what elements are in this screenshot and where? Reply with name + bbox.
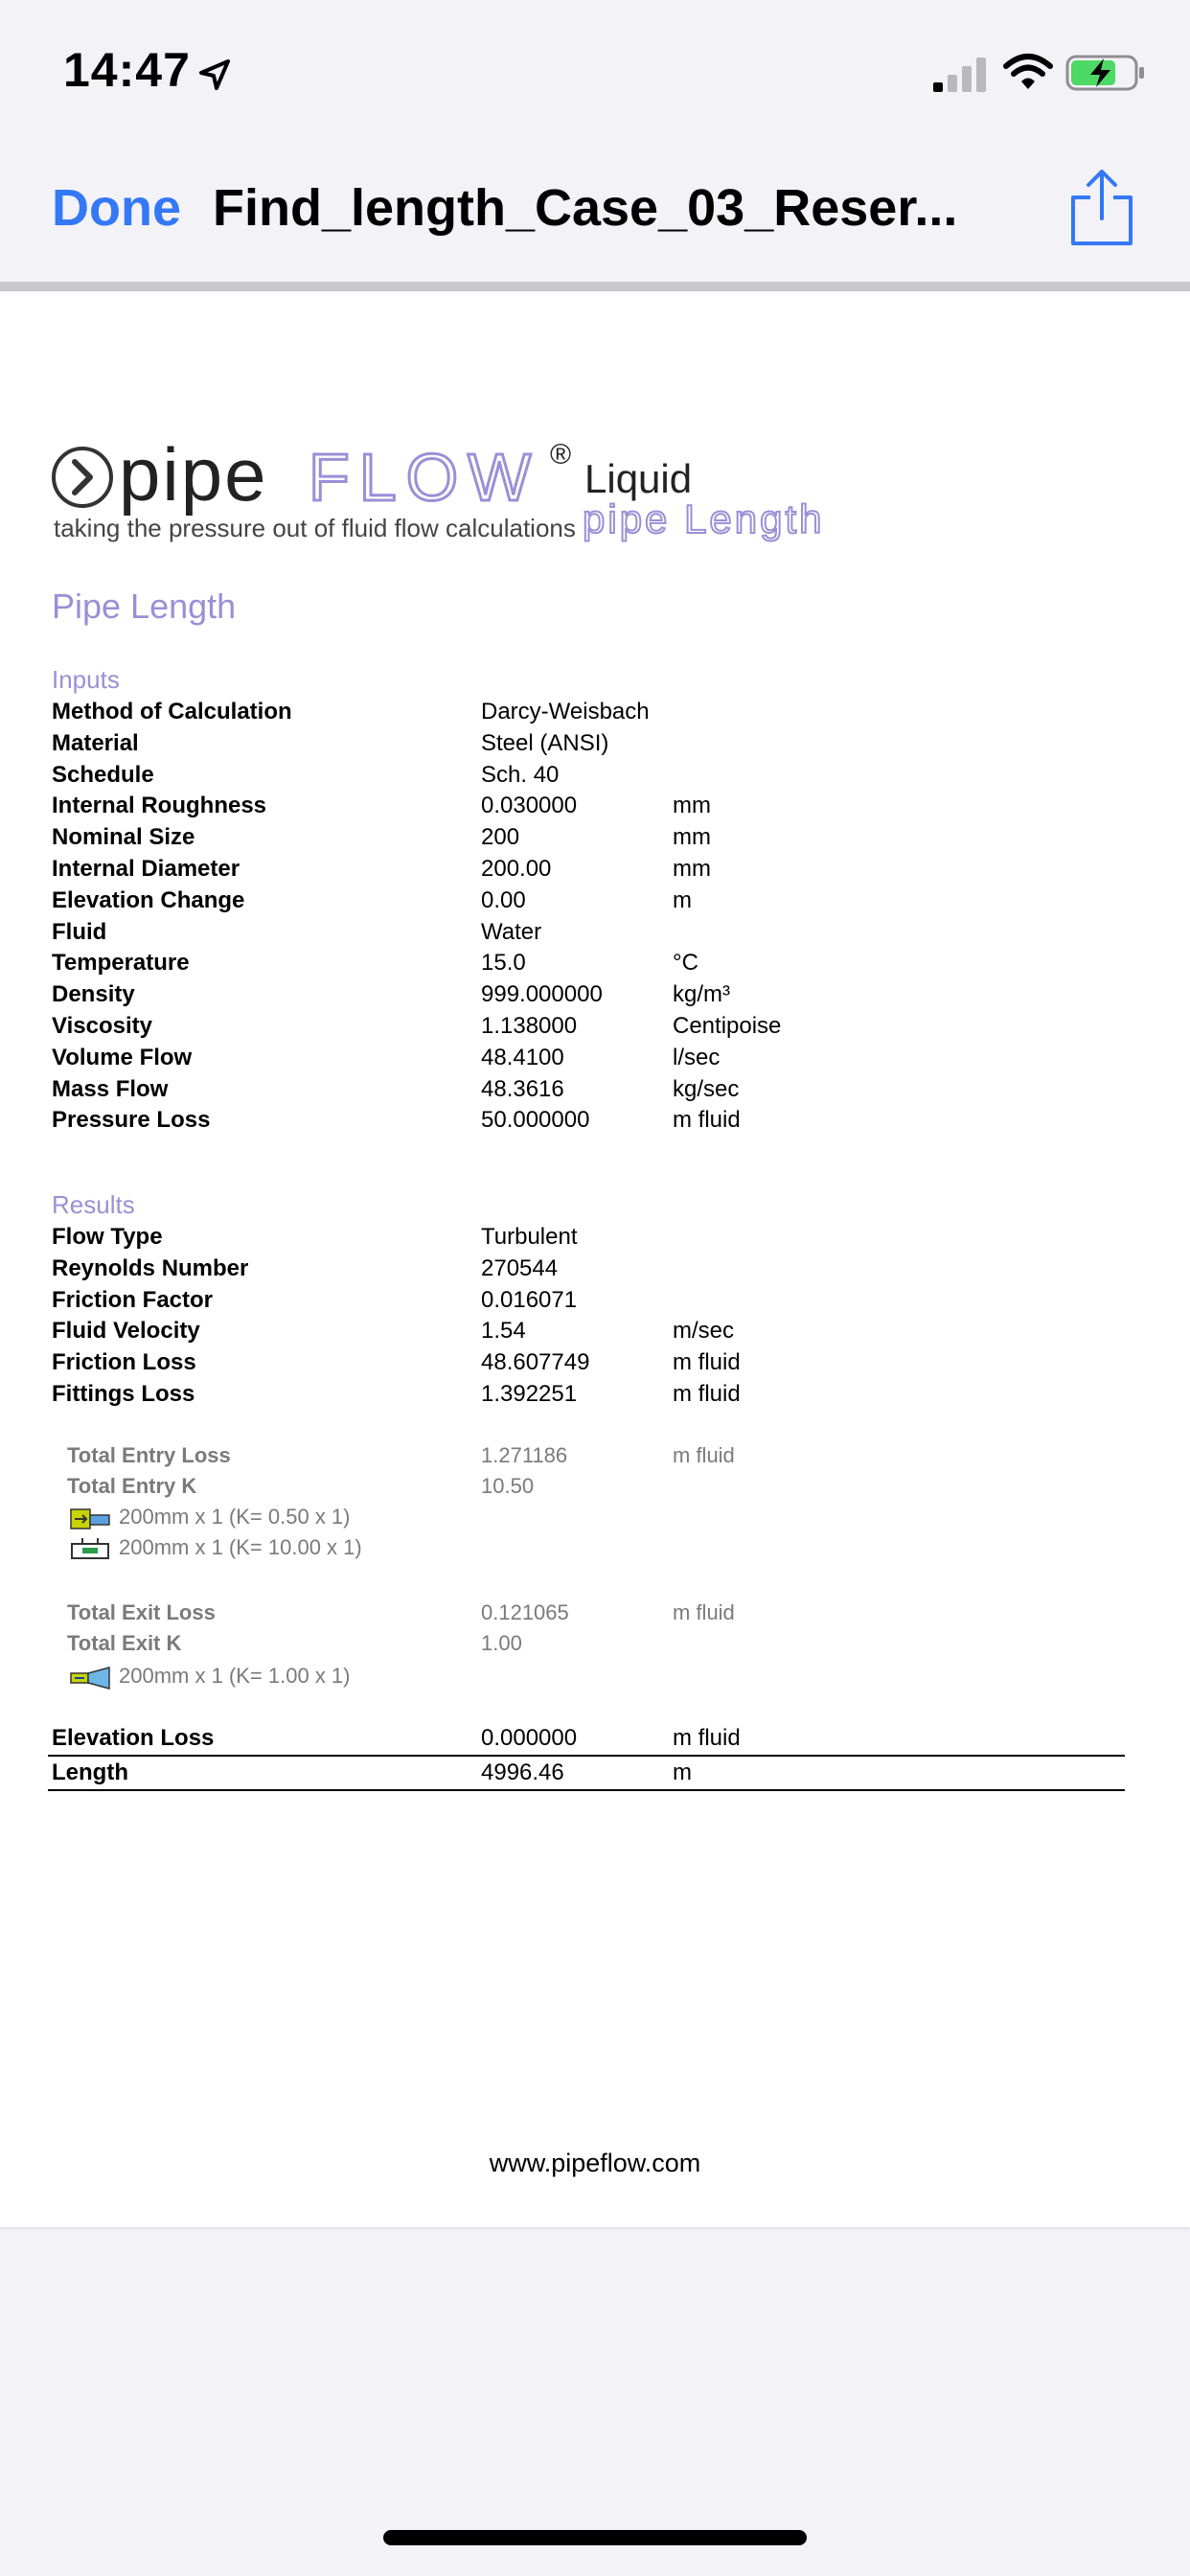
row-label: Total Entry K (67, 1474, 197, 1498)
row-value: 1.271186 (481, 1443, 568, 1467)
row-value: 0.016071 (481, 1286, 578, 1313)
row-value: Turbulent (481, 1224, 578, 1250)
table-row (52, 1287, 1125, 1318)
fitting-label: 200mm x 1 (K= 0.50 x 1) (119, 1505, 351, 1529)
row-unit: m fluid (673, 1107, 741, 1134)
status-bar (0, 0, 1190, 144)
row-label: Mass Flow (52, 1075, 169, 1102)
row-unit: m/sec (673, 1318, 735, 1345)
table-row (52, 919, 1125, 950)
row-label: Material (52, 729, 139, 756)
row-value: 50.000000 (481, 1107, 590, 1134)
row-value: 200 (481, 824, 520, 851)
row-label: Reynolds Number (52, 1254, 249, 1281)
table-row (52, 1045, 1125, 1075)
row-label: Length (52, 1760, 128, 1785)
table-row (52, 856, 1125, 886)
results-heading: Results (52, 1190, 135, 1219)
row-unit: m fluid (673, 1443, 735, 1467)
row-label: Temperature (52, 950, 190, 977)
row-label: Density (52, 981, 135, 1008)
logo-product-line1: Liquid (584, 456, 693, 501)
row-value: 200.00 (481, 856, 552, 882)
table-row (52, 1381, 1125, 1412)
row-label: Viscosity (52, 1013, 152, 1039)
table-row (52, 1600, 1125, 1631)
row-label: Internal Roughness (52, 793, 267, 819)
document-title: Find_length_Case_03_Reser... (213, 179, 958, 237)
row-value: 1.00 (481, 1631, 522, 1655)
table-row (52, 730, 1125, 761)
row-value: 4996.46 (481, 1760, 564, 1785)
battery-charging-icon (1065, 54, 1146, 92)
row-label: Nominal Size (52, 824, 195, 851)
row-value: 48.607749 (481, 1349, 590, 1376)
row-value: Water (481, 918, 542, 945)
row-unit: l/sec (673, 1044, 721, 1070)
row-value: 1.392251 (481, 1381, 578, 1407)
row-label: Volume Flow (52, 1044, 193, 1070)
row-label: Fluid (52, 918, 107, 945)
row-value: 10.50 (481, 1474, 535, 1498)
row-label: Method of Calculation (52, 699, 292, 724)
logo-product-line2: pipe Length (583, 496, 825, 541)
row-unit: kg/sec (673, 1075, 740, 1102)
row-value: 0.121065 (481, 1600, 569, 1624)
row-label: Elevation Change (52, 886, 245, 913)
row-unit: m (673, 1760, 692, 1785)
row-unit: Centipoise (673, 1013, 782, 1039)
row-label: Friction Factor (52, 1286, 214, 1313)
row-value: Steel (ANSI) (481, 729, 609, 756)
inputs-heading: Inputs (52, 665, 120, 694)
row-unit: °C (673, 950, 698, 977)
logo-brand-dark: pipe (119, 435, 268, 517)
row-unit: mm (673, 856, 711, 882)
row-label: Total Exit K (67, 1631, 182, 1655)
table-row (52, 1076, 1125, 1107)
table-row (52, 1631, 1125, 1662)
table-row (52, 1349, 1125, 1380)
table-row (52, 824, 1125, 855)
row-label: Fluid Velocity (52, 1318, 200, 1345)
table-row (52, 1013, 1125, 1044)
logo-reg-mark: ® (550, 439, 572, 471)
logo-brand-light: FLOW (309, 440, 541, 515)
table-row (52, 793, 1125, 823)
row-label: Total Exit Loss (67, 1600, 216, 1624)
elevation-loss-row (52, 1725, 1125, 1756)
home-indicator[interactable] (383, 2530, 807, 2545)
fitting-label: 200mm x 1 (K= 10.00 x 1) (119, 1535, 362, 1559)
row-unit: mm (673, 824, 711, 851)
table-row (52, 1318, 1125, 1348)
row-value: 0.000000 (481, 1725, 578, 1751)
row-value: 0.030000 (481, 793, 578, 819)
row-value: 0.00 (481, 886, 526, 913)
row-value: 270544 (481, 1254, 559, 1281)
row-label: Pressure Loss (52, 1107, 211, 1134)
entry-fitting-icon (69, 1537, 111, 1562)
table-row (52, 1224, 1125, 1254)
row-label: Friction Loss (52, 1349, 196, 1376)
row-label: Flow Type (52, 1224, 163, 1250)
fitting-label: 200mm x 1 (K= 1.00 x 1) (119, 1664, 351, 1688)
table-row (52, 950, 1125, 980)
status-time: 14:47 (63, 43, 191, 97)
location-arrow-icon (195, 56, 234, 94)
row-unit: kg/m³ (673, 981, 730, 1008)
nav-divider (0, 282, 1190, 291)
row-value: Darcy-Weisbach (481, 699, 650, 724)
row-unit: m (673, 886, 692, 913)
share-icon[interactable] (1067, 169, 1136, 247)
done-button[interactable]: Done (52, 179, 181, 237)
row-value: 15.0 (481, 950, 526, 977)
table-row (52, 981, 1125, 1012)
row-label: Elevation Loss (52, 1725, 215, 1751)
table-row (52, 1474, 1125, 1505)
table-row (52, 1255, 1125, 1286)
report-title: Pipe Length (52, 586, 237, 626)
row-value: 48.4100 (481, 1044, 564, 1070)
row-value: 48.3616 (481, 1075, 564, 1102)
table-row (52, 762, 1125, 793)
row-value: Sch. 40 (481, 761, 560, 788)
row-value: 1.138000 (481, 1013, 578, 1039)
exit-fitting-icon (69, 1666, 111, 1690)
table-row (52, 1443, 1125, 1474)
length-row (52, 1760, 1125, 1790)
entry-fitting-icon (69, 1506, 111, 1531)
row-value: 999.000000 (481, 981, 603, 1008)
table-row (52, 1107, 1125, 1138)
row-unit: m fluid (673, 1600, 735, 1624)
row-label: Fittings Loss (52, 1381, 195, 1407)
table-row (52, 887, 1125, 918)
row-label: Internal Diameter (52, 856, 240, 882)
row-unit: m fluid (673, 1349, 741, 1376)
row-value: 1.54 (481, 1318, 526, 1345)
cellular-signal-icon (931, 56, 991, 94)
table-rule (48, 1789, 1125, 1791)
row-unit: mm (673, 793, 711, 819)
row-label: Total Entry Loss (67, 1443, 231, 1467)
row-label: Schedule (52, 761, 154, 788)
table-rule (48, 1755, 1125, 1757)
logo-tagline: taking the pressure out of fluid flow calculations (54, 514, 576, 542)
wifi-icon (1002, 52, 1054, 92)
row-unit: m fluid (673, 1725, 741, 1751)
table-row (52, 699, 1125, 729)
row-unit: m fluid (673, 1381, 741, 1407)
footer-url[interactable]: www.pipeflow.com (489, 2149, 701, 2177)
